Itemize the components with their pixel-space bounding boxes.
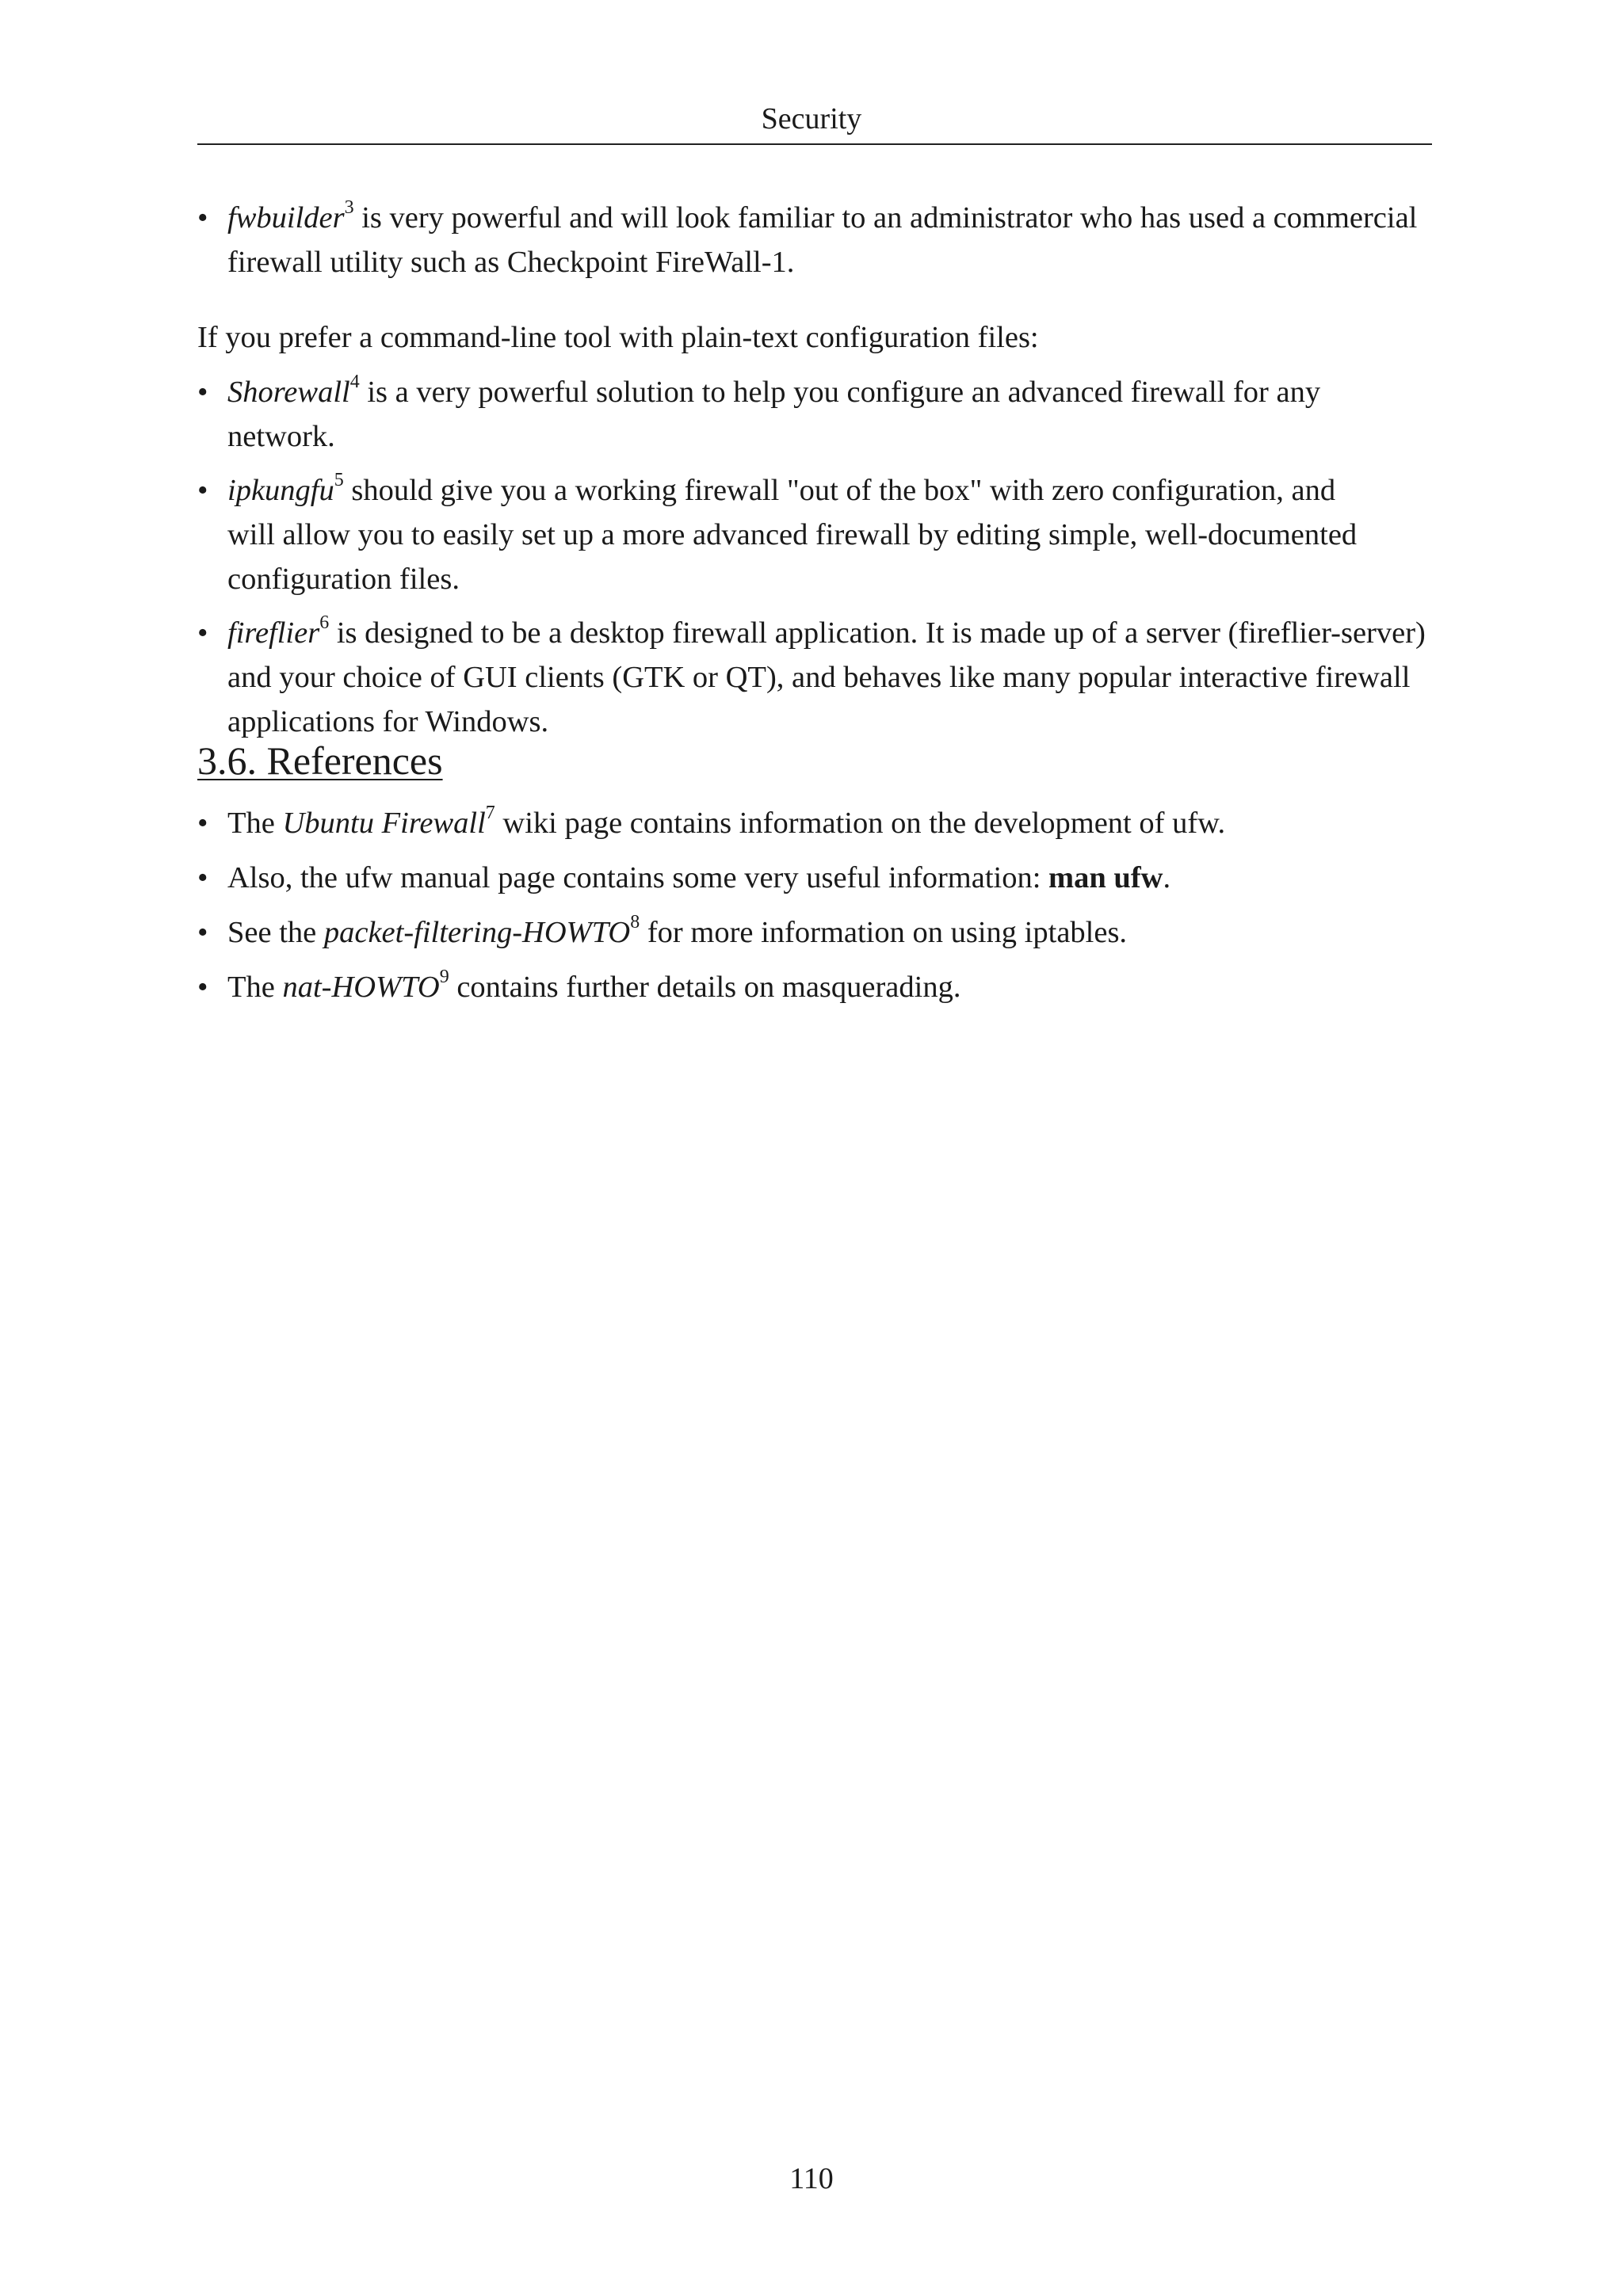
list-item-text: should give you a working firewall "out of the box" with zero configuration, and	[343, 474, 1336, 507]
link-fireflier[interactable]: fireflier	[227, 616, 320, 650]
references-list	[197, 801, 1432, 1009]
footnote-ref-9[interactable]: 9	[439, 967, 449, 988]
link-shorewall[interactable]: Shorewall	[227, 376, 350, 409]
bullet-icon: •	[197, 201, 208, 235]
list-item-text-line2: firewall utility such as Checkpoint FireWall-1.	[227, 246, 795, 279]
footnote-ref-3[interactable]: 3	[344, 197, 354, 219]
section-heading-references: 3.6. References	[197, 738, 443, 783]
footnote-ref-7[interactable]: 7	[485, 803, 495, 824]
list-item-fwbuilder	[197, 196, 1432, 284]
list-item-shorewall	[197, 370, 1432, 459]
list-item-text: is designed to be a desktop firewall application. It is made up of a server (fireflier-server)	[329, 616, 1426, 650]
list-item-suffix: for more information on using iptables.	[640, 916, 1128, 949]
list-item-man-ufw	[197, 856, 1432, 900]
list-item-text-line3: configuration files.	[227, 563, 460, 596]
references-section	[197, 735, 1432, 786]
command-man-ufw: man ufw	[1048, 861, 1163, 894]
footnote-ref-8[interactable]: 8	[630, 912, 640, 933]
link-packet-filtering-howto[interactable]: packet-filtering-HOWTO	[323, 916, 631, 949]
list-item-fireflier	[197, 611, 1432, 744]
bullet-icon: •	[197, 971, 208, 1004]
bullet-icon: •	[197, 807, 208, 840]
list-item-ipkungfu	[197, 468, 1432, 601]
page-number: 110	[789, 2162, 834, 2195]
list-item-packet-filtering	[197, 910, 1432, 955]
link-fwbuilder[interactable]: fwbuilder	[227, 201, 345, 235]
link-ipkungfu[interactable]: ipkungfu	[227, 474, 334, 507]
list-item-ubuntu-firewall	[197, 801, 1432, 845]
list-item-suffix: contains further details on masquerading.	[449, 971, 961, 1004]
list-item-suffix: .	[1163, 861, 1171, 894]
list-item-text: is a very powerful solution to help you configure an advanced firewall for any network.	[227, 376, 1321, 453]
footnote-ref-6[interactable]: 6	[319, 612, 330, 634]
list-item-prefix: The	[227, 807, 283, 840]
cli-list	[197, 370, 1432, 744]
list-item-nat-howto	[197, 965, 1432, 1009]
header-rule	[197, 143, 1432, 145]
footnote-ref-5[interactable]: 5	[334, 470, 344, 491]
bullet-icon: •	[197, 474, 208, 507]
list-item-text-line3: applications for Windows.	[227, 705, 549, 738]
link-nat-howto[interactable]: nat-HOWTO	[282, 971, 440, 1004]
list-item-prefix: See the	[227, 916, 324, 949]
list-item-text-line2: and your choice of GUI clients (GTK or QT), and behaves like many popular interactive firewall	[227, 661, 1411, 694]
bullet-icon: •	[197, 376, 208, 409]
bullet-icon: •	[197, 861, 208, 894]
link-ubuntu-firewall[interactable]: Ubuntu Firewall	[282, 807, 486, 840]
list-item-prefix: Also, the ufw manual page contains some very useful information:	[227, 861, 1049, 894]
list-item-text: is very powerful and will look familiar to an administrator who has used a commercial	[353, 201, 1418, 235]
list-item-text-line2: will allow you to easily set up a more advanced firewall by editing simple, well-documented	[227, 518, 1358, 551]
footnote-ref-4[interactable]: 4	[349, 372, 360, 393]
top-list	[197, 196, 1432, 284]
intro-paragraph: If you prefer a command-line tool with plain-text configuration files:	[197, 321, 1039, 354]
running-header: Security	[761, 102, 862, 135]
bullet-icon: •	[197, 916, 208, 949]
intro-block	[197, 315, 1432, 360]
list-item-suffix: wiki page contains information on the development of ufw.	[495, 807, 1226, 840]
bullet-icon: •	[197, 616, 208, 650]
list-item-prefix: The	[227, 971, 283, 1004]
